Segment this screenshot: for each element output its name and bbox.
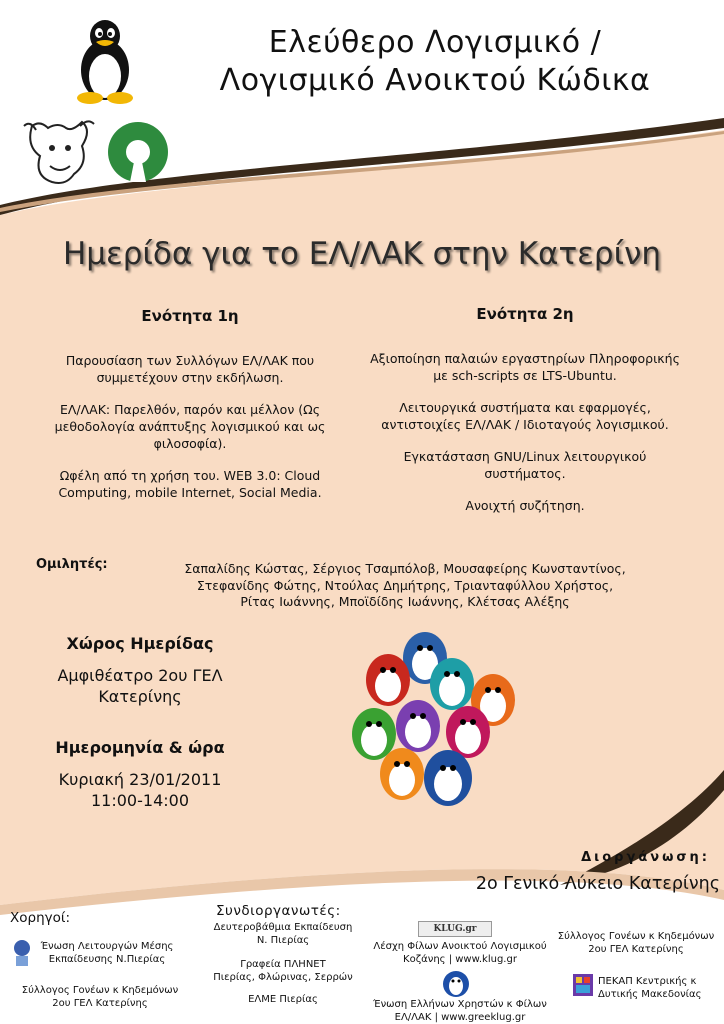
penguin-icon: [424, 750, 472, 806]
co-organizer-item: Γραφεία ΠΛΗΝΕΤ Πιερίας, Φλώρινας, Σερρών: [213, 959, 353, 983]
co-organizer-klug: Λέσχη Φίλων Ανοικτού Λογισμικού Κοζάνης | www.klug.gr: [373, 941, 547, 965]
event-date: Κυριακή 23/01/2011: [58, 770, 222, 789]
speakers-line: Στεφανίδης Φώτης, Ντούλας Δημήτρης, Τριανταφύλλου Χρήστος,: [196, 577, 614, 593]
section-2-paragraph: Εγκατάσταση GNU/Linux λειτουργικού συστήματος.: [403, 449, 647, 481]
penguin-icon: [396, 700, 440, 752]
co-organizer-item: Δευτεροβάθμια Εκπαίδευση Ν. Πιερίας: [213, 922, 353, 946]
section-2-body: [365, 350, 685, 514]
co-organizer-pekap: ΠΕΚΑΠ Κεντρικής κ Δυτικής Μακεδονίας: [598, 976, 702, 1000]
open-source-logo: [104, 118, 172, 186]
datetime-heading: Ημερομηνία & ώρα: [55, 738, 225, 757]
speakers-list: [150, 561, 660, 611]
speakers-label: Ομιλητές:: [36, 557, 108, 572]
gnu-head-logo: [22, 116, 96, 188]
penguin-icon: [446, 706, 490, 758]
section-2-paragraph: Λειτουργικά συστήματα και εφαρμογές, αντιστοιχίες ΕΛ/ΛΑΚ / Ιδιοταγούς λογισμικού.: [381, 400, 669, 432]
section-2: [365, 305, 685, 529]
title-line-2: Λογισμικό Ανοικτού Κώδικα: [219, 63, 651, 98]
title-line-1: Ελεύθερο Λογισμικό /: [268, 25, 602, 60]
section-1-body: [30, 352, 350, 501]
pekap-logo: [572, 973, 594, 997]
penguin-icon: [366, 654, 410, 706]
main-title: [150, 24, 720, 100]
organizer-name: 2ο Γενικό Λύκειο Κατερίνης: [475, 874, 720, 894]
section-2-paragraph: Ανοιχτή συζήτηση.: [465, 498, 585, 513]
organizer-label: Διοργάνωση:: [581, 850, 710, 865]
event-title: Ημερίδα για το ΕΛ/ΛΑΚ στην Κατερίνη: [62, 236, 662, 272]
klug-logo: KLUG.gr: [418, 921, 492, 937]
penguin-icon: [380, 748, 424, 800]
sponsor-item-parents: Σύλλογος Γονέων κ Κηδεμόνων 2ου ΓΕΛ Κατερίνης: [21, 985, 179, 1009]
venue-heading: Χώρος Ημερίδας: [66, 634, 214, 653]
penguins-illustration: [340, 618, 530, 818]
event-time: 11:00-14:00: [91, 791, 189, 810]
co-organizer-greeklug: Ένωση Ελλήνων Χρηστών κ Φίλων ΕΛ/ΛΑΚ | www.greeklug.gr: [373, 999, 547, 1023]
section-2-paragraph: Αξιοποίηση παλαιών εργαστηρίων Πληροφορικής με sch-scripts σε LTS-Ubuntu.: [370, 351, 680, 383]
sponsors-label: Χορηγοί:: [10, 910, 70, 926]
penguin-icon: [430, 658, 474, 710]
section-1: [30, 307, 350, 516]
speakers-line: Σαπαλίδης Κώστας, Σέργιος Τσαμπόλοβ, Μουσαφείρης Κωνσταντίνος,: [184, 561, 626, 576]
venue-block: [20, 634, 260, 707]
venue-line: Κατερίνης: [98, 687, 182, 706]
speakers-line: Ρίτας Ιωάννης, Μποϊδίδης Ιωάννης, Κλέτσας Αλέξης: [240, 594, 570, 609]
tux-penguin-logo: [72, 18, 138, 104]
datetime-block: [20, 738, 260, 811]
section-1-heading: Ενότητα 1η: [141, 307, 239, 325]
co-organizer-item: ΕΛΜΕ Πιερίας: [248, 994, 318, 1005]
co-organizer-parents: Σύλλογος Γονέων κ Κηδεμόνων 2ου ΓΕΛ Κατερίνης: [557, 931, 715, 955]
section-2-heading: Ενότητα 2η: [476, 305, 574, 323]
venue-line: Αμφιθέατρο 2ου ΓΕΛ: [57, 666, 223, 685]
section-1-paragraph: Παρουσίαση των Συλλόγων ΕΛ/ΛΑΚ που συμμετέχουν στην εκδήλωση.: [65, 353, 315, 385]
section-1-paragraph: ΕΛ/ΛΑΚ: Παρελθόν, παρόν και μέλλον (Ως μεθοδολογία ανάπτυξης λογισμικού και ως φιλοσοφία).: [54, 402, 326, 451]
elme-logo: [10, 938, 34, 968]
penguin-icon: [352, 708, 396, 760]
co-organizers-label: Συνδιοργανωτές:: [216, 903, 341, 919]
section-1-paragraph: Ωφέλη από τη χρήση του. WEB 3.0: Cloud Computing, mobile Internet, Social Media.: [58, 468, 322, 500]
sponsor-item-elme: Ένωση Λειτουργών Μέσης Εκπαίδευσης Ν.Πιερίας: [40, 941, 174, 965]
greeklug-logo: [442, 970, 470, 998]
